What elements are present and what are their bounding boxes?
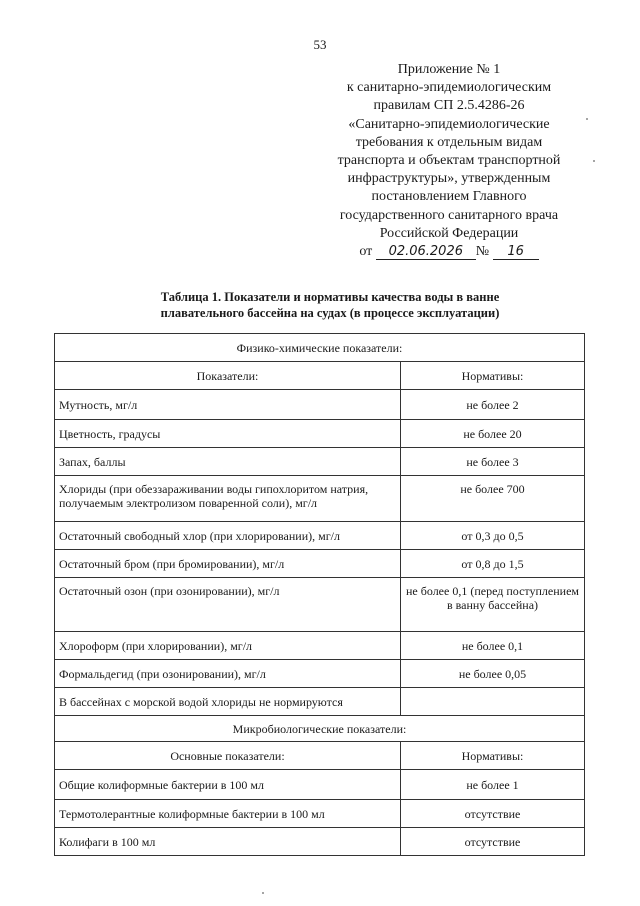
appendix-line: транспорта и объектам транспортной <box>337 153 561 169</box>
norm-cell: не более 1 <box>401 770 585 800</box>
appendix-line: «Санитарно-эпидемиологические <box>348 116 550 132</box>
table-row <box>55 688 585 716</box>
handwritten-number: 16 <box>493 244 539 260</box>
handwritten-date: 02.06.2026 <box>376 244 476 260</box>
norm-cell <box>401 688 585 716</box>
section-row <box>55 334 585 362</box>
param-cell: Хлороформ (при хлорировании), мг/л <box>55 632 401 660</box>
table-row <box>55 828 585 856</box>
norm-cell: отсутствие <box>401 828 585 856</box>
appendix-line: государственного санитарного врача <box>339 207 559 223</box>
param-cell: Общие колиформные бактерии в 100 мл <box>55 770 401 800</box>
header-params: Показатели: <box>55 362 401 390</box>
header-norms: Нормативы: <box>401 742 585 770</box>
param-cell: Остаточный озон (при озонировании), мг/л <box>55 578 401 632</box>
param-cell: Цветность, градусы <box>55 420 401 448</box>
appendix-header <box>318 61 580 261</box>
approval-date-line <box>359 243 538 261</box>
param-cell: Мутность, мг/л <box>55 390 401 420</box>
table-row <box>55 550 585 578</box>
table-title-line: плавательного бассейна на судах (в процессе эксплуатации) <box>160 305 500 320</box>
water-quality-table <box>54 333 585 856</box>
table-title <box>120 290 540 321</box>
appendix-line: к санитарно-эпидемиологическим <box>346 80 552 96</box>
table-row <box>55 632 585 660</box>
date-prefix: от <box>359 244 373 260</box>
norm-cell: не более 0,05 <box>401 660 585 688</box>
table-row <box>55 448 585 476</box>
param-cell: Остаточный бром (при бромировании), мг/л <box>55 550 401 578</box>
param-cell: Колифаги в 100 мл <box>55 828 401 856</box>
appendix-line: требования к отдельным видам <box>355 134 543 150</box>
table-row <box>55 390 585 420</box>
header-row <box>55 742 585 770</box>
table-title-line: Таблица 1. Показатели и нормативы качества воды в ванне <box>160 290 500 304</box>
header-params: Основные показатели: <box>55 742 401 770</box>
table-row <box>55 476 585 522</box>
table-row <box>55 522 585 550</box>
param-cell: Формальдегид (при озонировании), мг/л <box>55 660 401 688</box>
norm-cell: не более 700 <box>401 476 585 522</box>
table-row <box>55 420 585 448</box>
norm-cell: отсутствие <box>401 800 585 828</box>
norm-cell: не более 0,1 <box>401 632 585 660</box>
norm-cell: от 0,3 до 0,5 <box>401 522 585 550</box>
norm-cell: не более 0,1 (перед поступлением в ванну бассейна) <box>401 578 585 632</box>
scan-speck <box>586 118 588 120</box>
table-row <box>55 800 585 828</box>
appendix-line: Российской Федерации <box>379 225 519 241</box>
norm-cell: не более 2 <box>401 390 585 420</box>
section-row <box>55 716 585 742</box>
number-sign: № <box>475 244 490 260</box>
appendix-line: инфраструктуры», утвержденным <box>347 171 551 187</box>
section-title: Микробиологические показатели: <box>55 716 585 742</box>
header-row <box>55 362 585 390</box>
table-row <box>55 578 585 632</box>
table-row <box>55 660 585 688</box>
param-cell: В бассейнах с морской водой хлориды не нормируются <box>55 688 401 716</box>
section-title: Физико-химические показатели: <box>55 334 585 362</box>
table-row <box>55 770 585 800</box>
appendix-line: Приложение № 1 <box>397 62 501 77</box>
appendix-line: постановлением Главного <box>371 189 527 205</box>
param-cell: Хлориды (при обеззараживании воды гипохлоритом натрия, получаемым электролизом поваренной соли), мг/л <box>55 476 401 522</box>
norm-cell: не более 3 <box>401 448 585 476</box>
page-number: 53 <box>313 37 327 52</box>
param-cell: Запах, баллы <box>55 448 401 476</box>
scan-speck <box>262 892 264 894</box>
param-cell: Остаточный свободный хлор (при хлорировании), мг/л <box>55 522 401 550</box>
appendix-line: правилам СП 2.5.4286-26 <box>373 98 525 114</box>
scan-speck <box>593 160 595 162</box>
header-norms: Нормативы: <box>401 362 585 390</box>
param-cell: Термотолерантные колиформные бактерии в 100 мл <box>55 800 401 828</box>
norm-cell: от 0,8 до 1,5 <box>401 550 585 578</box>
norm-cell: не более 20 <box>401 420 585 448</box>
